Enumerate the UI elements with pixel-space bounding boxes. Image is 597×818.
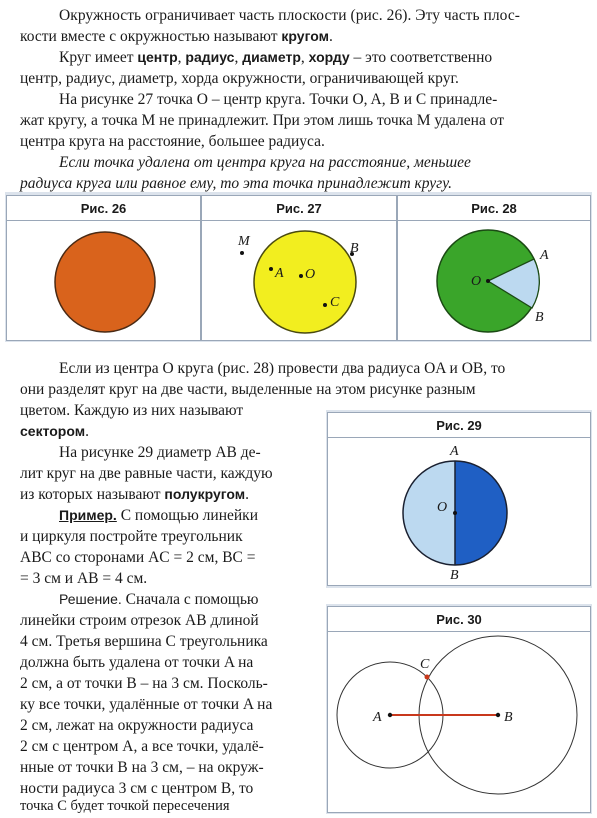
text-line-5: На рисунке 27 точка O – центр круга. Точки O, A, B и C принадле- bbox=[59, 91, 498, 108]
fig-29-drawing bbox=[328, 438, 592, 586]
fig-28-title: Рис. 28 bbox=[397, 195, 591, 221]
text-line-22: линейки строим отрезок AB длиной bbox=[20, 612, 259, 629]
right-semicircle bbox=[455, 461, 507, 565]
term-krug: кругом bbox=[281, 28, 329, 44]
fig-26-drawing bbox=[7, 221, 202, 341]
term-semicircle: полукругом bbox=[164, 486, 246, 502]
label-o: O bbox=[437, 500, 448, 515]
text-line-24: должна быть удалена от точки A на bbox=[20, 654, 254, 671]
label-a: A bbox=[450, 444, 459, 459]
yellow-disk bbox=[254, 231, 356, 333]
text-line-27: 2 см, лежат на окружности радиуса bbox=[20, 717, 254, 734]
term-chord: хорду bbox=[308, 49, 350, 65]
text-span: С помощью линейки bbox=[116, 507, 258, 524]
left-semicircle bbox=[403, 461, 455, 565]
point-c bbox=[323, 303, 327, 307]
label-o: O bbox=[471, 274, 482, 289]
fig-27-title: Рис. 27 bbox=[201, 195, 397, 221]
label-b: B bbox=[450, 568, 459, 583]
label-m: M bbox=[238, 234, 250, 249]
text-line-30: ности радиуса 3 см с центром B, то bbox=[20, 780, 254, 797]
point-o bbox=[299, 274, 303, 278]
text-line-6: жат кругу, а точка M не принадлежит. При этом лишь точка M удалена от bbox=[20, 112, 505, 129]
text-line-18: и циркуля постройте треугольник bbox=[20, 528, 243, 545]
term-sector: сектором bbox=[20, 423, 86, 439]
text-span: , bbox=[234, 49, 243, 66]
text-line-20: = 3 см и AB = 4 см. bbox=[20, 570, 148, 587]
point-m bbox=[240, 251, 244, 255]
term-radius: радиус bbox=[185, 49, 235, 65]
text-span: . bbox=[85, 423, 89, 440]
label-b: B bbox=[535, 310, 544, 325]
term-center: центр bbox=[137, 49, 178, 65]
text-line-10: Если из центра O круга (рис. 28) провести два радиуса OA и OB, то bbox=[59, 360, 506, 377]
text-span: , bbox=[177, 49, 186, 66]
orange-disk bbox=[55, 232, 155, 332]
fig-29-title: Рис. 29 bbox=[327, 412, 591, 438]
text-span: – это соответственно bbox=[349, 49, 493, 66]
term-diameter: диаметр bbox=[242, 49, 301, 65]
fig-26 bbox=[6, 221, 201, 341]
text-line-25: 2 см, а от точки B – на 3 см. Посколь- bbox=[20, 675, 268, 692]
text-span: . bbox=[328, 28, 333, 45]
point-a bbox=[388, 713, 392, 717]
fig-27 bbox=[201, 221, 397, 341]
text-line-14: На рисунке 29 диаметр AB де- bbox=[59, 444, 261, 461]
label-b: B bbox=[504, 710, 513, 725]
text-span: Круг имеет bbox=[59, 49, 138, 66]
text-line-28: 2 см с центром A, а все точки, удалё- bbox=[20, 738, 264, 755]
text-line-15: лит круг на две равные части, каждую bbox=[20, 465, 273, 482]
text-line-29: нные от точки B на 3 см, – на окруж- bbox=[20, 759, 264, 776]
text-line-19: ABC со сторонами AC = 2 см, BC = bbox=[20, 549, 256, 566]
fig-30-title: Рис. 30 bbox=[327, 606, 591, 632]
label-a: A bbox=[275, 266, 284, 281]
text-span: , bbox=[300, 49, 309, 66]
text-span: из которых называют bbox=[20, 486, 165, 503]
rule-line-2: радиуса круга или равное ему, то эта точка принадлежит кругу. bbox=[20, 175, 453, 192]
text-line-23: 4 см. Третья вершина C треугольника bbox=[20, 633, 268, 650]
label-b: B bbox=[350, 241, 359, 256]
solution-label: Решение. bbox=[59, 591, 122, 607]
label-o: O bbox=[305, 267, 316, 282]
label-a: A bbox=[373, 710, 382, 725]
fig-29 bbox=[327, 438, 591, 586]
text-line-4: центр, радиус, диаметр, хорда окружности, ограничивающей круг. bbox=[20, 70, 459, 87]
point-c bbox=[425, 675, 430, 680]
label-a: A bbox=[540, 248, 549, 263]
fig-28 bbox=[397, 221, 591, 341]
rule-line-1: Если точка удалена от центра круга на расстояние, меньшее bbox=[59, 154, 471, 171]
text-line-26: ку все точки, удалённые от точки A на bbox=[20, 696, 273, 713]
fig-26-title: Рис. 26 bbox=[6, 195, 201, 221]
label-c: C bbox=[330, 295, 340, 310]
text-span: . bbox=[245, 486, 249, 503]
text-line-2 bbox=[20, 26, 333, 47]
point-b bbox=[496, 713, 500, 717]
text-line-7: центра круга на расстояние, большее радиуса. bbox=[20, 133, 325, 150]
fig-30 bbox=[327, 632, 591, 813]
point-o bbox=[486, 279, 490, 283]
text-line-16 bbox=[20, 484, 249, 505]
text-line-21 bbox=[59, 589, 258, 610]
text-line-12: цветом. Каждую из них называют bbox=[20, 402, 244, 419]
text-line-17 bbox=[59, 505, 258, 526]
text-span: Сначала с помощью bbox=[121, 591, 259, 608]
text-span: кости вместе с окружностью называют bbox=[20, 28, 282, 45]
text-line-13 bbox=[20, 421, 89, 442]
fig-28-drawing bbox=[398, 221, 592, 341]
text-line-31: точка C будет точкой пересечения bbox=[20, 798, 230, 814]
point-a bbox=[269, 267, 273, 271]
text-line-1: Окружность ограничивает часть плоскости (рис. 26). Эту часть плос- bbox=[59, 7, 520, 24]
fig-27-drawing bbox=[202, 221, 398, 341]
text-line-3 bbox=[59, 47, 492, 68]
point-o bbox=[453, 511, 457, 515]
example-label: Пример. bbox=[59, 507, 117, 523]
label-c: C bbox=[420, 657, 430, 672]
fig-30-drawing bbox=[328, 632, 592, 813]
text-line-11: они разделят круг на две части, выделенные на этом рисунке разным bbox=[20, 381, 476, 398]
